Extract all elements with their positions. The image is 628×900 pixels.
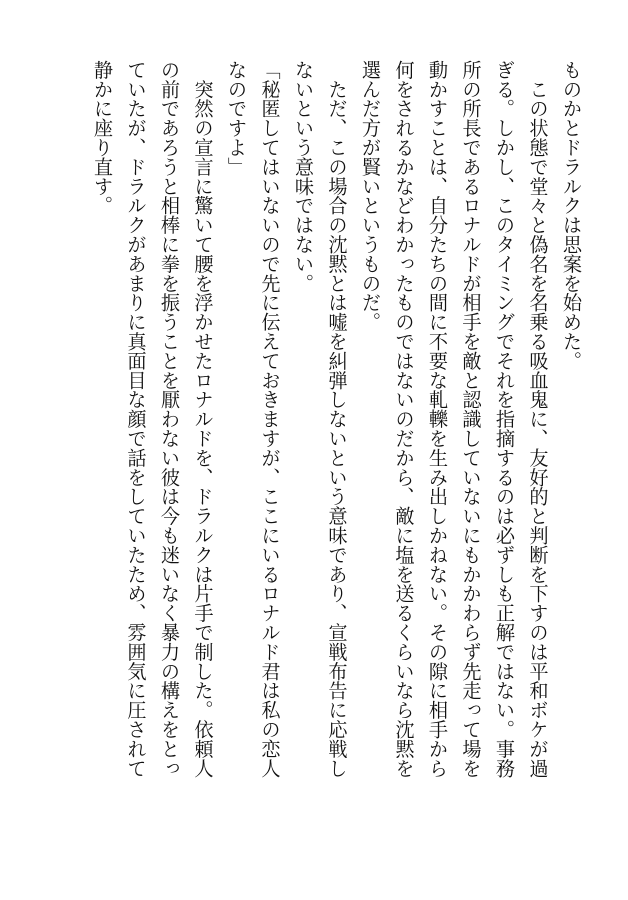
text-line: この状態で堂々と偽名を名乗る吸血鬼に、友好的と判断を下すのは平和ボケが過 bbox=[526, 60, 550, 778]
text-line: 「秘匿してはいないので先に伝えておきますが、ここにいるロナルド君は私の恋人 bbox=[258, 60, 282, 778]
text-line: ただ、この場合の沈黙とは嘘を糾弾しないという意味であり、宣戦布告に応戦し bbox=[325, 60, 349, 778]
vertical-text-block bbox=[86, 60, 589, 850]
text-line: なのですよ」 bbox=[225, 60, 248, 177]
text-line: ものかとドラルクは思案を始めた。 bbox=[560, 60, 583, 371]
text-line: 所の所長であるロナルドが相手を敵と認識していないにもかかわらず先走って場を bbox=[459, 60, 483, 778]
text-line: 突然の宣言に驚いて腰を浮かせたロナルドを、ドラルクは片手で制した。依頼人 bbox=[191, 60, 215, 778]
text-line: ていたが、ドラルクがあまりに真面目な顔で話をしていたため、雰囲気に圧されて bbox=[124, 60, 148, 778]
text-line: 静かに座り直す。 bbox=[91, 60, 114, 216]
text-line: の前であろうと相棒に拳を振うことを厭わない彼は今も迷いなく暴力の構えをとっ bbox=[158, 60, 181, 778]
text-line: ぎる。しかし、このタイミングでそれを指摘するのは必ずしも正解ではない。事務 bbox=[493, 60, 516, 778]
text-line: 何をされるかなどわかったものではないのだから、敵に塩を送るくらいなら沈黙を bbox=[392, 60, 416, 778]
text-line: ないという意味ではない。 bbox=[292, 60, 315, 293]
text-line: 動かすことは、自分たちの間に不要な軋轢を生み出しかねない。その隙に相手から bbox=[426, 60, 449, 778]
text-line: 選んだ方が賢いというものだ。 bbox=[359, 60, 382, 332]
